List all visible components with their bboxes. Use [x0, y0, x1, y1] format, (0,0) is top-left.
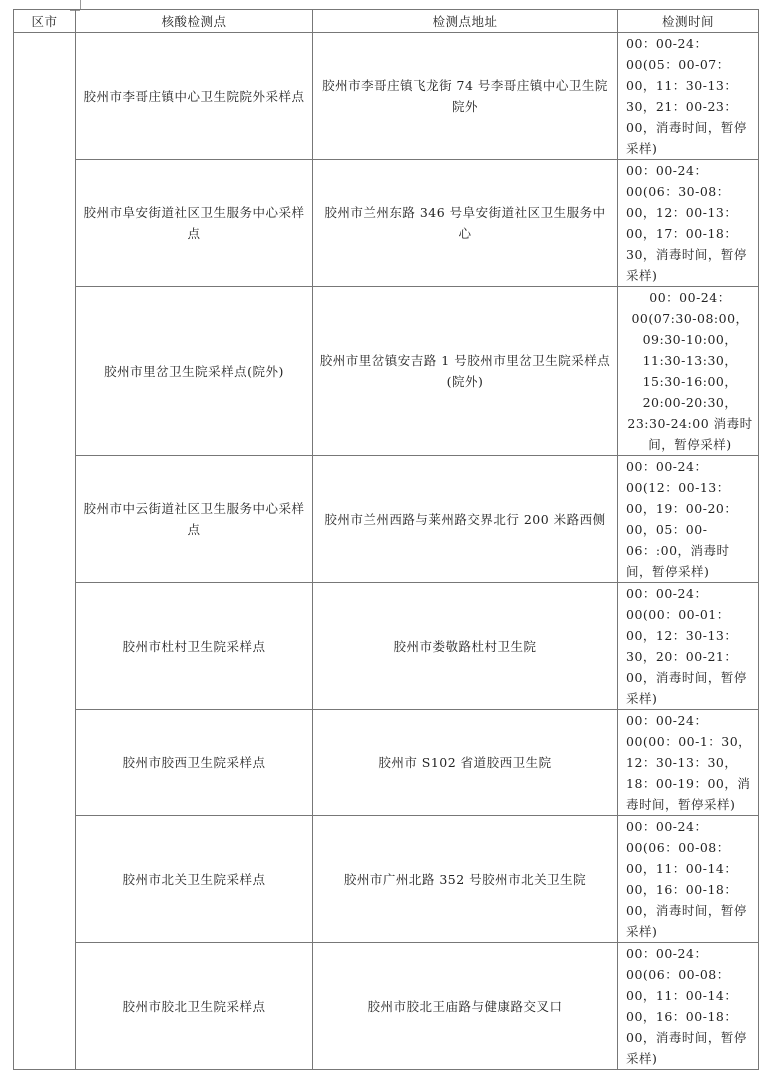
time-cell: 00：00-24：00(06：30-08：00，12：00-13：00，17：00-18：30，消毒时间，暂停采样)	[618, 160, 759, 287]
table-row	[14, 943, 759, 1070]
site-cell: 胶州市中云街道社区卫生服务中心采样点	[76, 456, 313, 583]
time-cell: 00：00-24：00(00：00-01：00，12：30-13：30，20：00-21：00，消毒时间，暂停采样)	[618, 583, 759, 710]
table-row	[14, 583, 759, 710]
address-cell: 胶州市兰州东路 346 号阜安街道社区卫生服务中心	[313, 160, 618, 287]
table-row	[14, 456, 759, 583]
address-cell: 胶州市胶北王庙路与健康路交叉口	[313, 943, 618, 1070]
site-cell: 胶州市里岔卫生院采样点(院外)	[76, 287, 313, 456]
region-cell	[14, 33, 76, 1070]
table-row	[14, 710, 759, 816]
time-cell: 00：00-24：00(06：00-08：00，11：00-14：00，16：00-18：00，消毒时间，暂停采样)	[618, 816, 759, 943]
time-cell: 00：00-24：00(07:30-08:00，09:30-10:00，11:30-13:30，15:30-16:00，20:00-20:30，23:30-24:00 消毒时间，暂停采样)	[618, 287, 759, 456]
address-cell: 胶州市兰州西路与莱州路交界北行 200 米路西侧	[313, 456, 618, 583]
time-cell: 00：00-24：00(12：00-13：00，19：00-20：00，05：00-06：:00，消毒时间，暂停采样)	[618, 456, 759, 583]
address-cell: 胶州市广州北路 352 号胶州市北关卫生院	[313, 816, 618, 943]
table-header-row	[14, 10, 759, 33]
address-cell: 胶州市李哥庄镇飞龙街 74 号李哥庄镇中心卫生院院外	[313, 33, 618, 160]
site-cell: 胶州市北关卫生院采样点	[76, 816, 313, 943]
time-cell: 00：00-24：00(05：00-07：00，11：30-13：30，21：00-23：00，消毒时间，暂停采样)	[618, 33, 759, 160]
table-row	[14, 816, 759, 943]
testing-sites-table	[13, 9, 759, 1070]
time-cell: 00：00-24：00(00：00-1：30，12：30-13：30，18：00-19：00，消毒时间，暂停采样)	[618, 710, 759, 816]
address-cell: 胶州市 S102 省道胶西卫生院	[313, 710, 618, 816]
header-time: 检测时间	[618, 10, 759, 33]
header-region: 区市	[14, 10, 76, 33]
table-row	[14, 33, 759, 160]
table-row	[14, 160, 759, 287]
site-cell: 胶州市阜安街道社区卫生服务中心采样点	[76, 160, 313, 287]
address-cell: 胶州市娄敬路杜村卫生院	[313, 583, 618, 710]
site-cell: 胶州市胶西卫生院采样点	[76, 710, 313, 816]
header-site: 核酸检测点	[76, 10, 313, 33]
address-cell: 胶州市里岔镇安吉路 1 号胶州市里岔卫生院采样点(院外)	[313, 287, 618, 456]
site-cell: 胶州市李哥庄镇中心卫生院院外采样点	[76, 33, 313, 160]
time-cell: 00：00-24：00(06：00-08：00，11：00-14：00，16：00-18：00，消毒时间，暂停采样)	[618, 943, 759, 1070]
site-cell: 胶州市杜村卫生院采样点	[76, 583, 313, 710]
table-row	[14, 287, 759, 456]
site-cell: 胶州市胶北卫生院采样点	[76, 943, 313, 1070]
header-address: 检测点地址	[313, 10, 618, 33]
